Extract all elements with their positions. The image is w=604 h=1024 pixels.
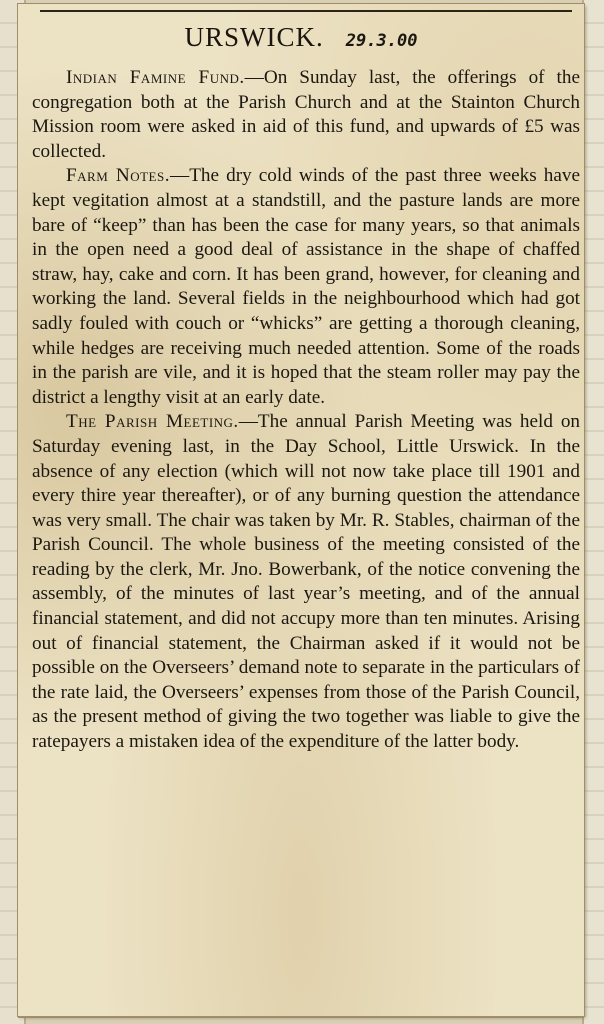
newspaper-clipping — [18, 4, 584, 1016]
handwritten-date: 29.3.00 — [345, 31, 418, 51]
article-parish-meeting — [32, 410, 580, 754]
article-lead: The Parish Meeting. — [66, 411, 239, 433]
article-lead: Indian Famine Fund. — [66, 67, 245, 88]
clipping-bottom-edge — [18, 1016, 584, 1018]
article-body: —The annual Parish Meeting was held on Saturday evening last, in the Day School, Little Urswick. In the absence of any election (which will not now take place till 1901 and every thire year thereafter), or of any burning question the attendance was very small. The chair was taken by Mr. R. Stables, chairman of the Parish Council. The whole business of the meeting consisted of the reading by the clerk, Mr. Jno. Bowerbank, of the notice convening the assembly, of the minutes of last year’s meeting, and of the annual financial statement, and did not accupy more than ten minutes. Arising out of financial statement, the Chairman asked if it would not be possible on the Overseers’ demand note to separate in the particulars of the rate laid, the Overseers’ expenses from those of the Parish Council, as the present method of giving the two together was liable to give the ratepayers a mistaken idea of the expenditure of the latter body. — [32, 411, 581, 753]
top-rule — [40, 10, 572, 12]
article-lead: Farm Notes. — [66, 165, 171, 187]
article-indian-famine-fund — [32, 66, 580, 164]
article-farm-notes — [32, 164, 580, 410]
ledger-page-right-edge — [582, 0, 604, 1024]
place-title: URSWICK. — [184, 22, 324, 52]
article-body: —On Sunday last, the offerings of the congregation both at the Parish Church and at the Stainton Church Mission room were asked in aid of this fund, and upwards of £5 was collected. — [32, 67, 580, 162]
article-body: —The dry cold winds of the past three weeks have kept vegitation almost at a standstill, and the pasture lands are more bare of “keep” than has been the case for many years, so that animals in the open need a good deal of assistance in the shape of chaffed straw, hay, cake and corn. It has been grand, however, for cleaning and working the land. Several fields in the neighbourhood which had got sadly fouled with couch or “whicks” are getting a thorough cleaning, while hedges are receiving much needed attention. Some of the roads in the parish are vile, and it is hoped that the steam roller may pay the district a lengthy visit at an early date. — [32, 165, 580, 408]
article-column — [32, 66, 580, 755]
clipping-heading — [18, 22, 584, 53]
